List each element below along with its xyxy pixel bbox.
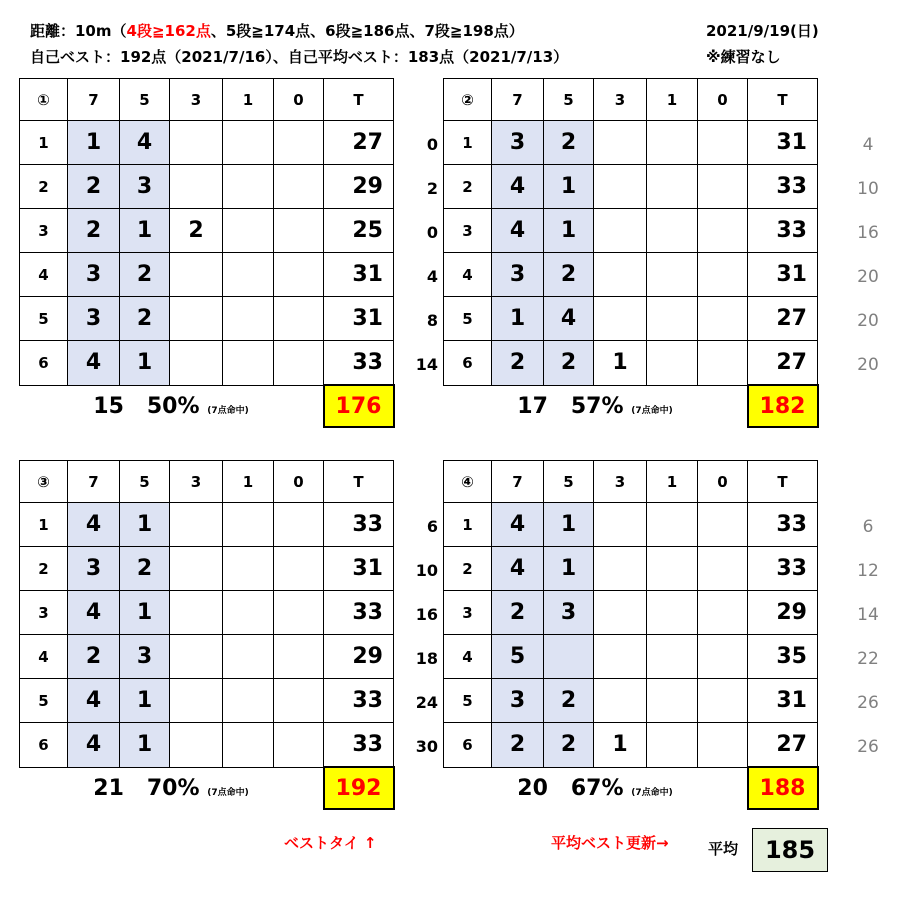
column-header: 7	[68, 79, 120, 121]
count-cell	[698, 165, 748, 209]
end-number: 3	[20, 591, 68, 635]
end-row	[20, 635, 394, 679]
count-cell	[170, 679, 223, 723]
count-cell	[170, 591, 223, 635]
end-row	[444, 297, 818, 341]
end-total: 29	[324, 165, 394, 209]
count-cell: 3	[68, 547, 120, 591]
end-total: 33	[324, 723, 394, 768]
count-cell: 2	[544, 341, 594, 386]
count-cell: 4	[68, 591, 120, 635]
count-cell: 1	[68, 121, 120, 165]
count-cell	[170, 121, 223, 165]
end-row	[20, 503, 394, 547]
end-total: 27	[748, 341, 818, 386]
header-row	[20, 461, 394, 503]
count-cell	[274, 165, 324, 209]
end-total: 25	[324, 209, 394, 253]
column-header: 5	[544, 79, 594, 121]
count-cell: 4	[492, 503, 544, 547]
count-cell	[647, 723, 698, 768]
count-cell: 4	[68, 679, 120, 723]
end-total: 33	[748, 503, 818, 547]
count-cell: 1	[120, 591, 170, 635]
count-cell	[274, 297, 324, 341]
end-total: 27	[748, 723, 818, 768]
count-cell: 5	[492, 635, 544, 679]
count-cell	[647, 547, 698, 591]
count-cell: 3	[68, 297, 120, 341]
count-cell: 1	[120, 209, 170, 253]
count-cell	[647, 591, 698, 635]
average-label: 平均	[708, 840, 739, 858]
count-cell	[594, 635, 647, 679]
end-number: 2	[20, 547, 68, 591]
end-number: 4	[20, 253, 68, 297]
count-cell	[170, 341, 223, 386]
footer-row	[444, 385, 818, 427]
count-cell	[274, 121, 324, 165]
end-total: 29	[748, 591, 818, 635]
column-header: 1	[223, 461, 274, 503]
cumulative-value: 26	[857, 693, 879, 713]
end-row	[444, 503, 818, 547]
end-total: 31	[324, 253, 394, 297]
end-row	[444, 253, 818, 297]
seven-count: 21	[93, 775, 124, 801]
count-cell	[594, 165, 647, 209]
round-label: ②	[444, 79, 492, 121]
cumulative-value: 20	[857, 267, 879, 287]
column-header: 3	[594, 461, 647, 503]
count-cell	[170, 503, 223, 547]
column-header: 3	[170, 461, 223, 503]
column-header: T	[748, 461, 818, 503]
count-cell: 3	[68, 253, 120, 297]
count-cell	[170, 297, 223, 341]
column-header: 7	[68, 461, 120, 503]
side-diff-value: 10	[415, 561, 438, 580]
footer-row	[444, 767, 818, 809]
count-cell	[544, 635, 594, 679]
count-cell	[223, 209, 274, 253]
round-4-scorecard	[443, 460, 819, 810]
cumulative-value: 12	[857, 561, 879, 581]
column-header: 5	[120, 461, 170, 503]
side-diff-value: 2	[426, 179, 438, 198]
side-diff-value: 16	[415, 605, 438, 624]
end-row	[444, 121, 818, 165]
end-total: 29	[324, 635, 394, 679]
side-diff-value: 0	[426, 223, 438, 242]
count-cell: 4	[68, 341, 120, 386]
count-cell	[274, 723, 324, 768]
count-cell	[698, 547, 748, 591]
count-cell: 1	[120, 679, 170, 723]
count-cell	[594, 591, 647, 635]
count-cell	[698, 503, 748, 547]
end-total: 33	[748, 209, 818, 253]
header-row	[444, 461, 818, 503]
side-diff-value: 8	[426, 311, 438, 330]
count-cell	[594, 297, 647, 341]
column-header: 1	[647, 461, 698, 503]
end-row	[444, 591, 818, 635]
count-cell	[647, 165, 698, 209]
end-row	[444, 679, 818, 723]
count-cell	[170, 253, 223, 297]
count-cell	[698, 723, 748, 768]
header-row	[444, 79, 818, 121]
personal-best-line: 自己ベスト：192点（2021/7/16）、自己平均ベスト：183点（2021/7/13）	[30, 48, 569, 66]
round-label: ④	[444, 461, 492, 503]
count-cell: 1	[544, 165, 594, 209]
seven-hit-stats	[20, 385, 324, 427]
distance-line: 距離：10m（4段≧162点、5段≧174点、6段≧186点、7段≧198点）	[30, 22, 524, 40]
end-number: 2	[444, 165, 492, 209]
column-header: T	[748, 79, 818, 121]
column-header: 3	[170, 79, 223, 121]
round-1-scorecard	[19, 78, 395, 428]
end-total: 33	[324, 679, 394, 723]
count-cell: 3	[492, 253, 544, 297]
seven-percent: 67%	[570, 775, 624, 801]
end-total: 27	[324, 121, 394, 165]
side-diff-value: 14	[415, 355, 438, 374]
end-total: 33	[324, 341, 394, 386]
count-cell	[223, 341, 274, 386]
column-header: 7	[492, 461, 544, 503]
count-cell	[698, 679, 748, 723]
end-number: 4	[444, 635, 492, 679]
count-cell: 2	[68, 165, 120, 209]
round-final-score: 182	[748, 385, 818, 427]
practice-memo: ※練習なし	[706, 48, 781, 66]
end-number: 3	[444, 209, 492, 253]
end-number: 1	[444, 121, 492, 165]
seven-hit-stats	[20, 767, 324, 809]
count-cell: 4	[120, 121, 170, 165]
count-cell: 1	[594, 723, 647, 768]
end-number: 5	[444, 679, 492, 723]
count-cell: 4	[68, 503, 120, 547]
seven-hit-note: (7点命中)	[207, 787, 249, 798]
column-header: 1	[647, 79, 698, 121]
end-number: 1	[20, 503, 68, 547]
end-total: 27	[748, 297, 818, 341]
seven-hit-note: (7点命中)	[207, 405, 249, 416]
end-row	[444, 209, 818, 253]
end-number: 5	[20, 297, 68, 341]
count-cell: 2	[120, 253, 170, 297]
count-cell: 1	[544, 503, 594, 547]
count-cell: 3	[120, 165, 170, 209]
end-total: 33	[748, 547, 818, 591]
count-cell	[274, 635, 324, 679]
end-number: 1	[20, 121, 68, 165]
end-total: 31	[324, 297, 394, 341]
side-diff-value: 6	[426, 517, 438, 536]
count-cell: 3	[120, 635, 170, 679]
count-cell: 2	[492, 723, 544, 768]
count-cell: 1	[120, 341, 170, 386]
count-cell	[223, 679, 274, 723]
end-row	[20, 165, 394, 209]
end-number: 2	[20, 165, 68, 209]
count-cell: 3	[492, 121, 544, 165]
end-total: 33	[324, 503, 394, 547]
end-total: 31	[748, 121, 818, 165]
count-cell	[274, 503, 324, 547]
count-cell	[594, 209, 647, 253]
end-number: 3	[20, 209, 68, 253]
count-cell	[594, 547, 647, 591]
seven-percent: 57%	[570, 393, 624, 419]
end-row	[20, 253, 394, 297]
count-cell	[594, 121, 647, 165]
count-cell	[274, 341, 324, 386]
count-cell: 3	[492, 679, 544, 723]
count-cell: 2	[492, 341, 544, 386]
count-cell	[170, 723, 223, 768]
column-header: 0	[698, 79, 748, 121]
count-cell: 2	[544, 679, 594, 723]
end-number: 6	[444, 341, 492, 386]
side-diff-value: 30	[415, 737, 438, 756]
end-total: 33	[748, 165, 818, 209]
end-row	[20, 547, 394, 591]
column-header: T	[324, 461, 394, 503]
count-cell	[698, 591, 748, 635]
end-number: 4	[444, 253, 492, 297]
end-row	[20, 297, 394, 341]
count-cell: 2	[120, 547, 170, 591]
count-cell	[223, 297, 274, 341]
end-row	[444, 341, 818, 386]
footer-row	[20, 767, 394, 809]
count-cell	[223, 591, 274, 635]
seven-hit-note: (7点命中)	[631, 787, 673, 798]
side-diff-value: 0	[426, 135, 438, 154]
count-cell	[274, 209, 324, 253]
column-header: 1	[223, 79, 274, 121]
round-3-scorecard	[19, 460, 395, 810]
count-cell: 2	[68, 209, 120, 253]
footer-row	[20, 385, 394, 427]
count-cell	[223, 121, 274, 165]
end-total: 31	[748, 253, 818, 297]
seven-percent: 50%	[146, 393, 200, 419]
column-header: 5	[544, 461, 594, 503]
column-header: 7	[492, 79, 544, 121]
end-number: 1	[444, 503, 492, 547]
count-cell	[223, 165, 274, 209]
count-cell: 4	[492, 547, 544, 591]
count-cell	[274, 591, 324, 635]
column-header: T	[324, 79, 394, 121]
end-number: 3	[444, 591, 492, 635]
count-cell	[274, 679, 324, 723]
column-header: 0	[274, 79, 324, 121]
side-diff-value: 18	[415, 649, 438, 668]
count-cell	[698, 635, 748, 679]
count-cell	[223, 635, 274, 679]
count-cell	[698, 209, 748, 253]
count-cell: 1	[120, 723, 170, 768]
cumulative-value: 6	[862, 517, 874, 537]
average-best-updated-note: 平均ベスト更新→	[551, 834, 669, 852]
header-row	[20, 79, 394, 121]
column-header: 3	[594, 79, 647, 121]
count-cell	[647, 341, 698, 386]
count-cell: 1	[544, 209, 594, 253]
round-label: ③	[20, 461, 68, 503]
round-2-scorecard	[443, 78, 819, 428]
cumulative-value: 14	[857, 605, 879, 625]
cumulative-value: 4	[862, 135, 874, 155]
side-diff-value: 4	[426, 267, 438, 286]
end-row	[444, 723, 818, 768]
count-cell	[223, 253, 274, 297]
count-cell	[170, 547, 223, 591]
count-cell	[594, 503, 647, 547]
cumulative-value: 20	[857, 311, 879, 331]
column-header: 0	[274, 461, 324, 503]
end-total: 31	[748, 679, 818, 723]
column-header: 5	[120, 79, 170, 121]
end-total: 31	[324, 547, 394, 591]
count-cell: 1	[544, 547, 594, 591]
count-cell	[594, 253, 647, 297]
seven-count: 15	[93, 393, 124, 419]
count-cell: 4	[492, 209, 544, 253]
count-cell	[647, 253, 698, 297]
count-cell	[647, 635, 698, 679]
count-cell: 2	[544, 723, 594, 768]
count-cell	[647, 121, 698, 165]
end-row	[20, 591, 394, 635]
count-cell	[223, 723, 274, 768]
end-row	[20, 723, 394, 768]
count-cell: 2	[120, 297, 170, 341]
count-cell: 2	[544, 121, 594, 165]
count-cell: 1	[594, 341, 647, 386]
cumulative-value: 20	[857, 355, 879, 375]
best-tie-note: ベストタイ ↑	[284, 834, 377, 852]
round-final-score: 192	[324, 767, 394, 809]
session-date: 2021/9/19(日)	[706, 22, 819, 40]
count-cell	[170, 635, 223, 679]
seven-hit-stats	[444, 385, 748, 427]
count-cell: 4	[492, 165, 544, 209]
end-row	[20, 341, 394, 386]
count-cell	[698, 121, 748, 165]
count-cell: 2	[170, 209, 223, 253]
count-cell	[647, 503, 698, 547]
count-cell: 2	[544, 253, 594, 297]
cumulative-value: 10	[857, 179, 879, 199]
count-cell	[647, 679, 698, 723]
seven-count: 17	[517, 393, 548, 419]
count-cell	[223, 503, 274, 547]
count-cell: 1	[492, 297, 544, 341]
count-cell: 4	[68, 723, 120, 768]
count-cell	[223, 547, 274, 591]
end-total: 35	[748, 635, 818, 679]
seven-count: 20	[517, 775, 548, 801]
column-header: 0	[698, 461, 748, 503]
end-number: 6	[20, 341, 68, 386]
count-cell: 3	[544, 591, 594, 635]
end-row	[444, 547, 818, 591]
cumulative-value: 26	[857, 737, 879, 757]
count-cell	[647, 297, 698, 341]
side-diff-value: 24	[415, 693, 438, 712]
cumulative-value: 16	[857, 223, 879, 243]
average-score: 185	[752, 828, 828, 872]
count-cell	[698, 253, 748, 297]
count-cell: 1	[120, 503, 170, 547]
end-number: 6	[444, 723, 492, 768]
end-row	[20, 679, 394, 723]
end-row	[444, 165, 818, 209]
end-number: 5	[444, 297, 492, 341]
count-cell	[274, 253, 324, 297]
round-label: ①	[20, 79, 68, 121]
seven-percent: 70%	[146, 775, 200, 801]
cumulative-value: 22	[857, 649, 879, 669]
count-cell: 4	[544, 297, 594, 341]
count-cell	[594, 679, 647, 723]
count-cell	[170, 165, 223, 209]
count-cell	[647, 209, 698, 253]
round-final-score: 188	[748, 767, 818, 809]
seven-hit-stats	[444, 767, 748, 809]
end-number: 4	[20, 635, 68, 679]
end-row	[20, 209, 394, 253]
count-cell	[698, 341, 748, 386]
end-row	[20, 121, 394, 165]
count-cell: 2	[68, 635, 120, 679]
count-cell	[698, 297, 748, 341]
end-total: 33	[324, 591, 394, 635]
count-cell: 2	[492, 591, 544, 635]
end-row	[444, 635, 818, 679]
end-number: 2	[444, 547, 492, 591]
count-cell	[274, 547, 324, 591]
end-number: 6	[20, 723, 68, 768]
seven-hit-note: (7点命中)	[631, 405, 673, 416]
end-number: 5	[20, 679, 68, 723]
round-final-score: 176	[324, 385, 394, 427]
